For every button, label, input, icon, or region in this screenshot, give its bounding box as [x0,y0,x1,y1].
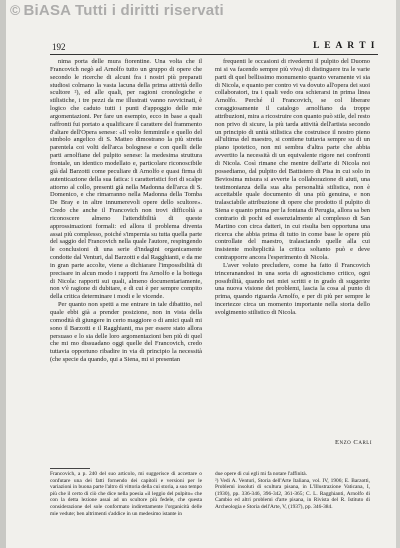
journal-title: L E A R T I [313,41,376,51]
paragraph: frequenti le occasioni di rivedermi il pulpito del Duomo mi si va facendo sempre più viva) di distinguere tra le varie parti di quel bellissimo monumento quanto veramente vi sia di Nicola, e quanto per contro vi va dovuto all'opera dei suoi collaboratori, tra i quali vedo ora schierarsi in prima linea Arnolfo. Perché il Francovich, se col liberare coraggiosamente il catalogo arnolfiano da troppe attribuzioni, mira a ricostruire con quanto può stile, del resto non privo di sicure, la più tarda attività dell'artista secondo un principio di unità stilistica che costruisce il nostro pieno all'ultima del maestro, si contiene tuttavia sempre su di un piano ipotetico, non mi sembra d'altra parte che abbia avvertito la necessità di un equivalente rigore nei confronti di Nicola. Così rimane che mentre dell'arte di Nicola noi possediamo, dal pulpito del Battistero di Pisa in cui solo in Beviosima misura si avverte la collaborazione di aiuti, una testimonianza della sua alta personalità stilistica, non è accettabile quale documento di una più genuina, e non tralasciabile attribuzione di opere che prodotto il pulpito di Siena e quanto prima per la fontana di Perugia, allora sa ben contrario di pochi ed essenzialmente al complesso di San Martino con circa datteri, in cui risulta ben opportuna una ricerca che abbia prima di tutto in come base le opere più controllate del maestro, tralasciando quelle alla cui insistente molteplicità la critica soltanto può e deve contrapporre ancora l'esperimento di Nicola. [215,58,370,262]
copyright-watermark [10,2,224,19]
author-signature: Enzo Carli [334,439,372,446]
footnotes-left [50,471,202,517]
footnotes-right [215,471,370,511]
paragraph: L'aver voluto precludere, come ha fatto il Francovich trinceranandosi in una sorta di agnosticismo critico, ogni possibilità, quando nei miei scritti e in grado di suggerire una nuova visione dei problemi, lascia la cosa al punto di prima, quando riguarda Arnolfo, e per di più per sempre le incertezze circa un momento importante nella storia dello svolgimento stilistico di Nicola. [215,261,370,316]
watermark-text: BiASA Tutti i diritti riservati [23,2,224,19]
page-number: 192 [52,42,66,52]
paragraph: Per quanto non spetti a me entrare in tale dibattito, nel quale ebbi già a prender posizione, non in vista della comodità di giungere in certo maggiore o di amici quali mi sono il Barzotti e il Ragghianti, ma per essere stato allora persuaso e lo sia delle loro argomentazioni ben più di quel che mi mo dissuadano oggi quelle del Francovich, credo tuttavia opportuno ribadire in via di principio la necessità (che specie da quando, qui a Siena, mi si presentan [50,301,202,364]
footnote: due opere di cui egli mi fa notare l'affinità. [215,471,308,477]
footnote: ²) Vedi A. Venturi, Storia dell'Arte Italiana, vol. IV, 1906; E. Barzotti, Problemi insoluti di scultura pisana, in L'Illustrazione Vaticana, I, (1930), pp. 336-346, 396-342, 361-365; C. L. Ragghianti, Arnolfo di Cambio ed altri problemi d'arte pisana, in Rivista del R. Istituto di Archeologia e Storia dell'Arte, V, (1937), pp. 346-384. [215,477,370,510]
footnote: Francovich, a p. 240 del suo articolo, mi suggerisce di accettare o confutare una dei fatti fornendo dei capitoli e versioni per le variazioni in buona parte l'altro di vittoria della cui storia, a suo tempo più che il certo di ciò che dice nella poesia «il leggio del pulpito» che con la detta lezione assai ad un scultore più fedele, che questa considerazione del sole conformato indirettamente l'organicità delle mie vedute; ben altrimenti s'addice in un medesimo istante in [50,471,202,517]
running-header [50,40,378,55]
text-column-right [215,58,370,317]
footnote-divider [50,468,90,469]
text-column-left [50,58,202,364]
paragraph: nima porta delle mura fiorentine. Una volta che il Francovich negò ad Arnolfo tutto un gruppo di opere che secondo le ricerche di alcuni fra i nostri più preparati studiosi colmano la vasta lacuna della prima attività dello scultore ²), ed alle quali, per ragioni cronologiche e stilistiche, i tre pezzi da me illustrati vanno ravvicinati, è logico che caduto tutti i punti d'appoggio delle mie argomentazioni. Per fare un esempio, ecco in base a quali raffronti fui portato a qualificare il carattere del frammento d'altare dell'Opera senese: «Il volto femminile e quello del simbolo angelico di S. Matteo dimostrano la più stretta parentela coi volti dell'arca bolognese e con quelli delle parti arnolfiane del pulpito senese: la medesima struttura frontale, un identico modellato e, particolare riconoscibile già dal Barzotti come peculiare di Arnolfo e quasi firma di autenticazione della sua fatica: i caratteristici fori di scalpe attorno al collo, presenti già nella Madonna dell'arca di S. Domenico, e che rimarranno nella Madonna della Tomba De Bray e in altre innumerevoli opere dello scultore». Credo che anche il Francovich non trovi difficoltà a riconoscere almeno l'attendibilità di queste approssimazioni formali: ed allora il problema diventa assai più complesso, poiché s'impernia su tutta quella parte del saggio del Francovich nella quale l'autore, respingendo le conclusioni di una serie d'indagini organicamente condotte dal Venturi, dal Barzotti e dal Ragghianti, e da me in gran parte accolte, viene a dichiarare l'impossibilità di precisare in alcun modo i rapporti fra Arnolfo e la bottega di Nicola: rapporti sui quali, almeno documentariamente, non v'è ragione di dubitare, e di cui è per sempre compito della critica determinare i modi e le vicende. [50,58,202,301]
copyright-symbol: © [10,2,21,18]
scan-right-edge [396,0,400,548]
